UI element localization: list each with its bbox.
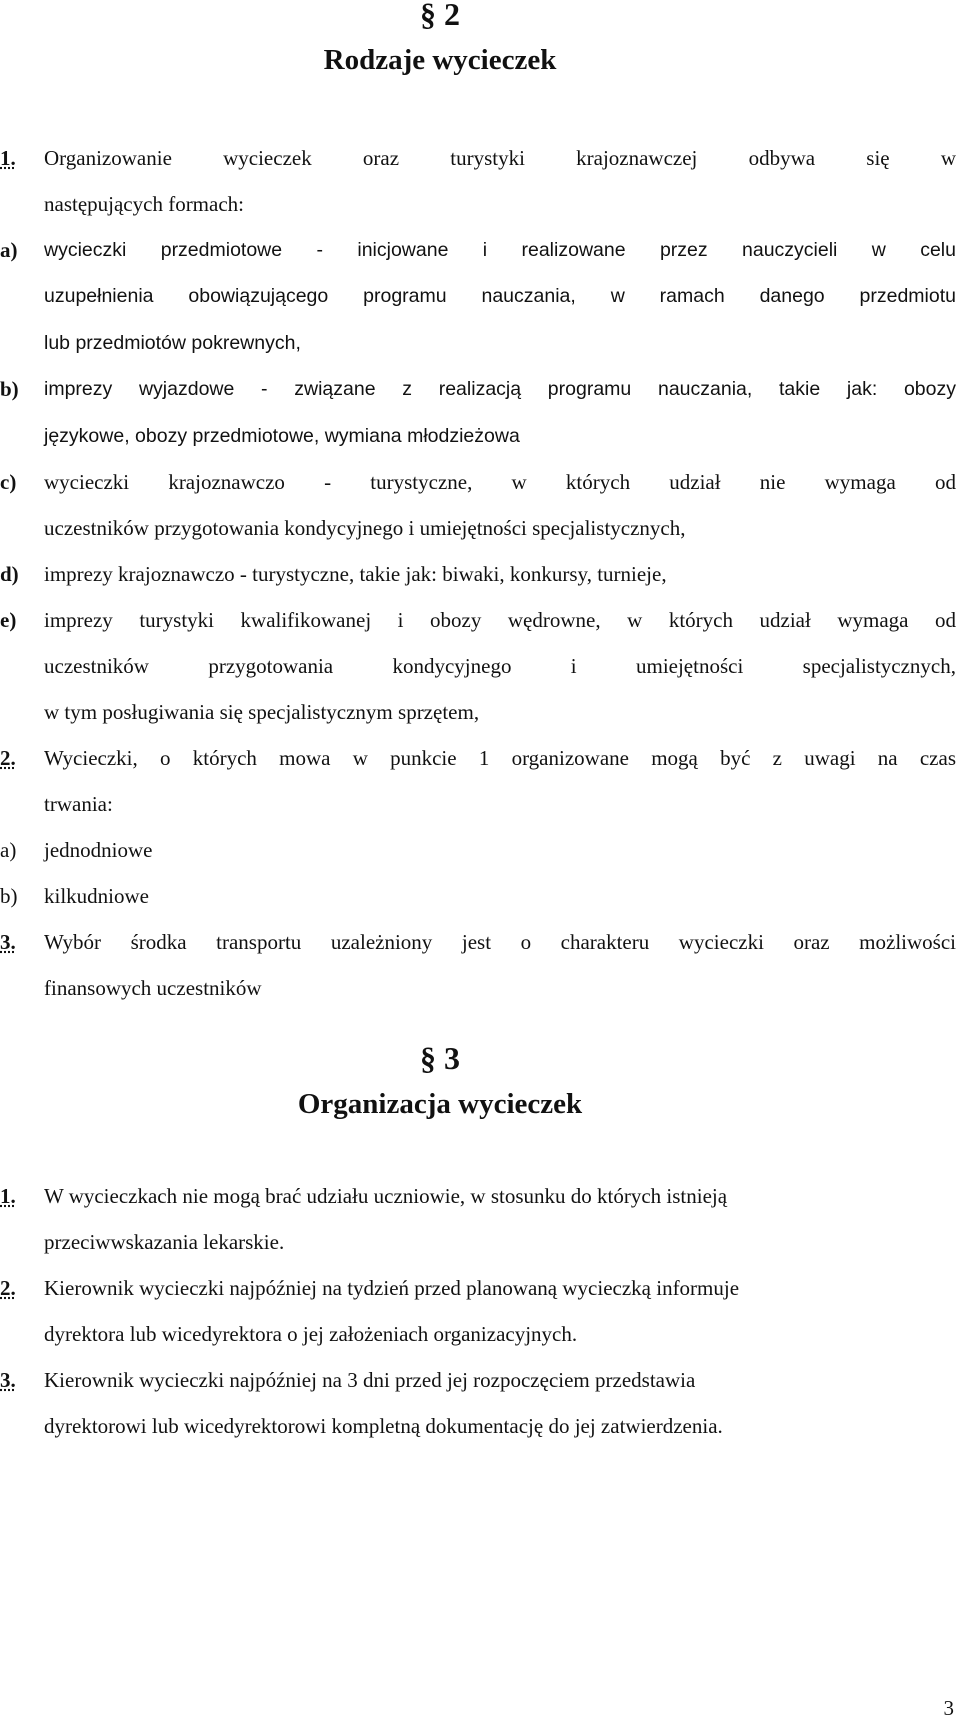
list-item-text: Kierownik wycieczki najpóźniej na 3 dni przed jej rozpoczęciem przedstawia [44,1368,696,1392]
list-item-text: przeciwwskazania lekarskie. [44,1230,285,1254]
section-3-title: Organizacja wycieczek [297,1088,583,1120]
list-item-text: dyrektorowi lub wicedyrektorowi kompletną dokumentację do jej zatwierdzenia. [44,1414,723,1438]
list-item-text: dyrektora lub wicedyrektora o jej założeniach organizacyjnych. [44,1322,578,1346]
list-item-line [44,181,956,227]
list-item-line [44,1219,956,1265]
section-3-body [0,1173,956,1449]
section-3-sign: § 3 [420,1040,460,1076]
list-item-line [44,643,956,689]
list-item-line [44,1403,956,1449]
list-item-text: Wycieczki, o których mowa w punkcie 1 organizowane mogą być z uwagi na czas [44,746,956,770]
list-item-line [0,459,956,505]
list-item-line [44,1311,956,1357]
list-item-line [0,873,956,919]
list-item-line [0,135,956,181]
list-item-marker: b) [0,884,18,908]
list-item-marker: a) [0,238,18,262]
list-item-line [0,827,956,873]
list-item-line [0,919,956,965]
list-item-text: w tym posługiwania się specjalistycznym sprzętem, [44,700,480,724]
list-item-line [0,1265,956,1311]
list-item-line [44,781,956,827]
list-item-text: uczestników przygotowania kondycyjnego i umiejętności specjalistycznych, [44,654,956,678]
list-item-line [0,227,956,273]
list-item-marker: 2. [0,746,16,770]
list-item-marker: b) [0,377,19,401]
list-item-line [0,551,956,597]
list-item-text: Wybór środka transportu uzależniony jest o charakteru wycieczki oraz możliwości [44,930,956,954]
list-item-text: wycieczki krajoznawczo - turystyczne, w których udział nie wymaga od [44,470,956,494]
section-2-title: Rodzaje wycieczek [323,44,557,76]
list-item-text: W wycieczkach nie mogą brać udziału uczniowie, w stosunku do których istnieją [44,1184,728,1208]
list-item-text: uczestników przygotowania kondycyjnego i umiejętności specjalistycznych, [44,516,686,540]
list-item-text: jednodniowe [44,838,153,862]
list-item-line [0,1173,956,1219]
list-item-marker: a) [0,838,17,862]
list-item-text: wycieczki przedmiotowe - inicjowane i realizowane przez nauczycieli w celu [44,239,956,261]
list-item-text: kilkudniowe [44,884,149,908]
list-item-marker: 1. [0,146,16,170]
list-item-marker: 2. [0,1276,16,1300]
list-item-line [44,505,956,551]
list-item-line [44,319,956,366]
list-item-line [0,1357,956,1403]
list-item-text: finansowych uczestników [44,976,262,1000]
list-item-marker: e) [0,608,17,632]
page-number: 3 [943,1696,954,1720]
list-item-text: Organizowanie wycieczek oraz turystyki krajoznawczej odbywa się w [44,146,956,170]
list-item-text: imprezy turystyki kwalifikowanej i obozy wędrowne, w których udział wymaga od [44,608,956,632]
section-2-sign: § 2 [420,0,460,32]
list-item-marker: 1. [0,1184,16,1208]
list-item-text: imprezy wyjazdowe - związane z realizacją programu nauczania, takie jak: obozy [44,378,956,400]
list-item-text: językowe, obozy przedmiotowe, wymiana młodzieżowa [44,425,520,447]
list-item-line [44,689,956,735]
list-item-marker: d) [0,562,19,586]
list-item-line [44,273,956,319]
list-item-text: Kierownik wycieczki najpóźniej na tydzień przed planowaną wycieczką informuje [44,1276,740,1300]
list-item-line [0,597,956,643]
list-item-line [0,366,956,412]
list-item-text: trwania: [44,792,113,816]
section-2-body [0,135,956,1011]
list-item-marker: c) [0,470,17,494]
list-item-text: następujących formach: [44,192,244,216]
list-item-text: imprezy krajoznawczo - turystyczne, takie jak: biwaki, konkursy, turnieje, [44,562,667,586]
list-item-line [0,735,956,781]
list-item-marker: 3. [0,1368,16,1392]
list-item-line [44,965,956,1011]
list-item-marker: 3. [0,930,16,954]
list-item-line [44,412,956,459]
list-item-text: lub przedmiotów pokrewnych, [44,332,301,354]
list-item-text: uzupełnienia obowiązującego programu nauczania, w ramach danego przedmiotu [44,285,956,307]
